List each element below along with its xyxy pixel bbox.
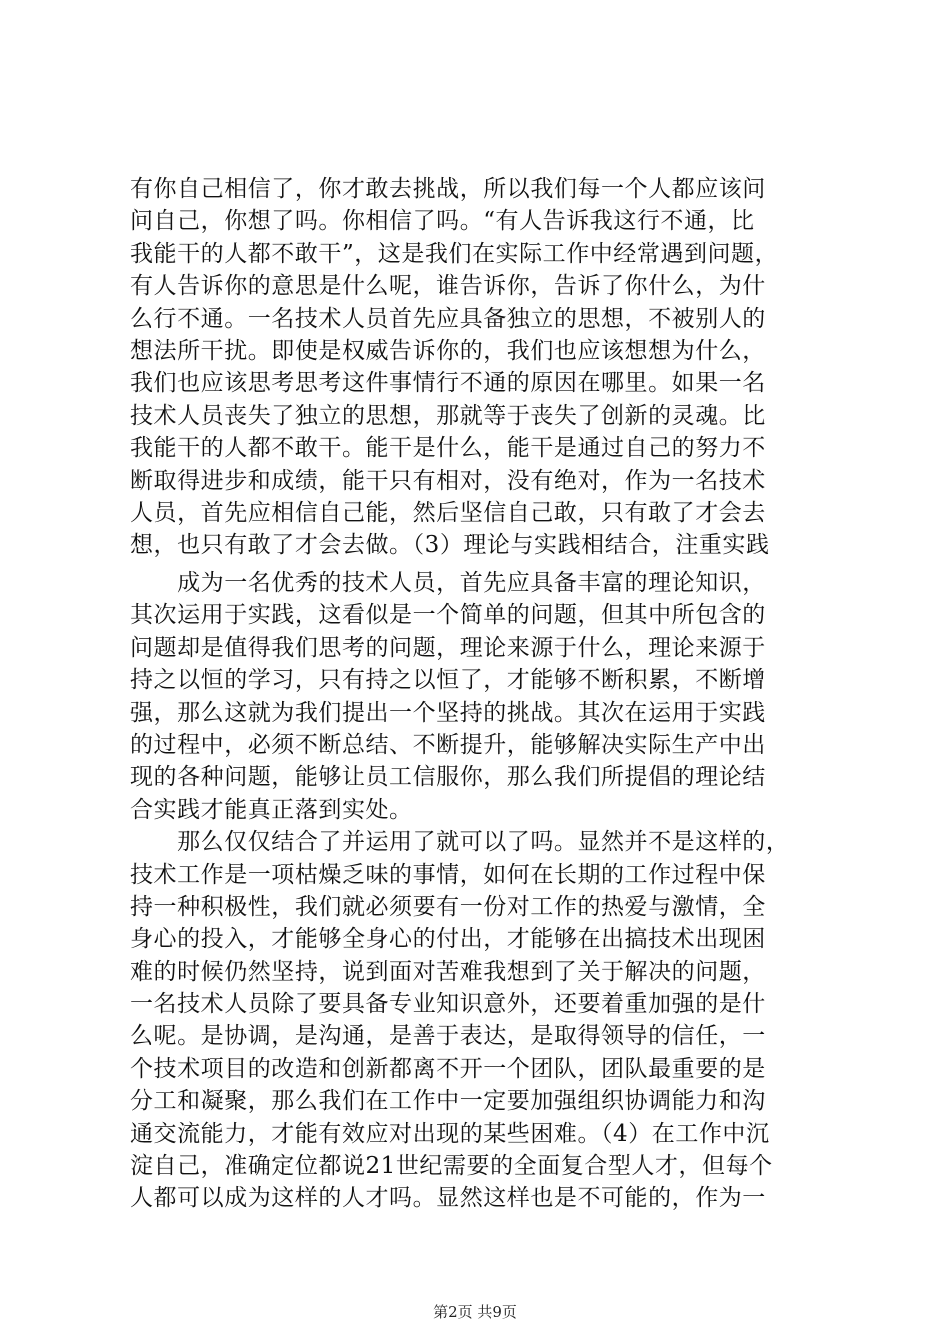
paragraph-block-1	[130, 173, 830, 562]
text-line: 问题却是值得我们思考的问题，理论来源于什么，理论来源于	[130, 634, 766, 661]
text-line: 想，也只有敢了才会去做。（3）理论与实践相结合，注重实践	[130, 532, 770, 559]
text-line: 难的时候仍然坚持，说到面对苦难我想到了关于解决的问题，	[130, 958, 766, 985]
text-line: 合实践才能真正落到实处。	[130, 796, 413, 823]
paragraph-block-2	[130, 567, 830, 1215]
text-line: 人员，首先应相信自己能，然后坚信自己敢，只有敢了才会去	[130, 499, 766, 526]
text-line: 技术工作是一项枯燥乏味的事情，如何在长期的工作过程中保	[130, 861, 766, 888]
text-line: 断取得进步和成绩，能干只有相对，没有绝对，作为一名技术	[130, 467, 766, 494]
text-line: 我能干的人都不敢干”，这是我们在实际工作中经常遇到问题，	[130, 240, 779, 267]
text-line: 通交流能力，才能有效应对出现的某些困难。（4）在工作中沉	[130, 1120, 770, 1147]
text-line: 那么仅仅结合了并运用了就可以了吗。显然并不是这样的，	[130, 829, 790, 856]
text-line: 有人告诉你的意思是什么呢，谁告诉你，告诉了你什么，为什	[130, 273, 766, 300]
page-footer: 第2页 共9页	[433, 1303, 517, 1321]
text-line: 一名技术人员除了要具备专业知识意外，还要着重加强的是什	[130, 991, 766, 1018]
text-line: 么呢。是协调，是沟通，是善于表达，是取得领导的信任，一	[130, 1023, 766, 1050]
text-line: 分工和凝聚，那么我们在工作中一定要加强组织协调能力和沟	[130, 1088, 766, 1115]
text-line: 持一种积极性，我们就必须要有一份对工作的热爱与激情，全	[130, 893, 766, 920]
text-line: 强，那么这就为我们提出一个坚持的挑战。其次在运用于实践	[130, 699, 766, 726]
text-line: 想法所干扰。即使是权威告诉你的，我们也应该想想为什么，	[130, 337, 766, 364]
text-line: 我们也应该思考思考这件事情行不通的原因在哪里。如果一名	[130, 370, 766, 397]
text-line: 身心的投入，才能够全身心的付出，才能够在出搞技术出现困	[130, 926, 766, 953]
text-line: 成为一名优秀的技术人员，首先应具备丰富的理论知识，	[130, 570, 766, 596]
text-line: 有你自己相信了，你才敢去挑战，所以我们每一个人都应该问	[130, 176, 766, 202]
text-line: 问自己，你想了吗。你相信了吗。“有人告诉我这行不通，比	[130, 208, 755, 235]
text-line: 人都可以成为这样的人才吗。显然这样也是不可能的，作为一	[130, 1185, 766, 1212]
text-line: 现的各种问题，能够让员工信服你，那么我们所提倡的理论结	[130, 764, 766, 791]
text-line: 技术人员丧失了独立的思想，那就等于丧失了创新的灵魂。比	[130, 402, 766, 429]
text-line: 淀自己，准确定位都说21世纪需要的全面复合型人才，但每个	[130, 1153, 773, 1180]
text-line: 我能干的人都不敢干。能干是什么，能干是通过自己的努力不	[130, 435, 766, 462]
text-line: 其次运用于实践，这看似是一个简单的问题，但其中所包含的	[130, 602, 766, 629]
text-line: 持之以恒的学习，只有持之以恒了，才能够不断积累，不断增	[130, 667, 766, 694]
text-line: 的过程中，必须不断总结、不断提升，能够解决实际生产中出	[130, 731, 766, 758]
text-line: 么行不通。一名技术人员首先应具备独立的思想，不被别人的	[130, 305, 766, 332]
text-line: 个技术项目的改造和创新都离不开一个团队，团队最重要的是	[130, 1055, 766, 1082]
